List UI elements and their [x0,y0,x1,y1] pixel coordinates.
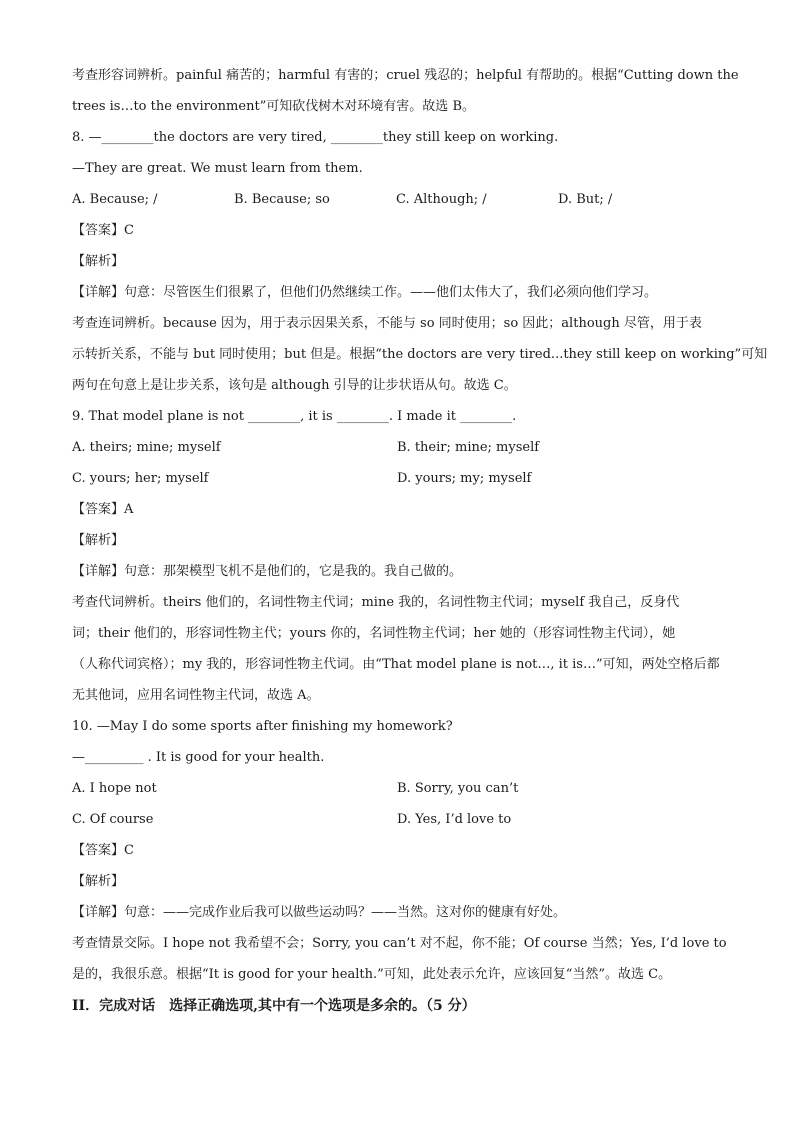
q9-detail-3: 词；their 他们的，形容词性物主代；yours 你的，名词性物主代词；her 她的（形容词性物主代词），她 [72,626,676,641]
q9-detail-1: 【详解】句意：那架模型飞机不是他们的，它是我的。我自己做的。 [72,564,463,579]
q10-answer: 【答案】C [72,843,134,858]
q8-stem: 8. —________the doctors are very tired, ________they still keep on working. [72,130,559,145]
intro-line-1: 考查形容词辨析。painful 痛苦的；harmful 有害的；cruel 残忍的；helpful 有帮助的。根据“Cutting down the [72,68,739,83]
q8-answer: 【答案】C [72,223,134,238]
q10-option-a: A. I hope not [72,781,157,796]
q9-detail-2: 考查代词辨析。theirs 他们的，名词性物主代词；mine 我的，名词性物主代词；myself 我自己，反身代 [72,595,680,610]
q10-response: —_________ . It is good for your health. [72,750,325,765]
q8-option-c: C. Although; / [396,192,487,207]
q9-options-row-2 [72,465,732,496]
q8-response: —They are great. We must learn from them. [72,161,363,176]
q10-analysis-tag: 【解析】 [72,874,125,889]
q10-option-c: C. Of course [72,812,154,827]
q9-detail-4: （人称代词宾格）；my 我的，形容词性物主代词。由“That model plane is not…, it is…”可知，两处空格后都 [72,657,720,672]
q8-detail-3: 示转折关系，不能与 but 同时使用；but 但是。根据“the doctors are very tired...they still keep on working”可知 [72,347,768,362]
q10-option-b: B. Sorry, you can’t [397,781,519,796]
q10-options-row-2 [72,806,732,837]
document-page [72,62,768,1022]
q10-detail-1: 【详解】句意：——完成作业后我可以做些运动吗？——当然。这对你的健康有好处。 [72,905,567,920]
q9-stem: 9. That model plane is not ________, it is ________. I made it ________. [72,409,517,424]
q9-options-row-1 [72,434,732,465]
q10-options-row-1 [72,775,732,806]
q9-analysis-tag: 【解析】 [72,533,125,548]
section-title: II．完成对话 选择正确选项,其中有一个选项是多余的。（5 分） [72,998,476,1014]
q9-detail-5: 无其他词，应用名词性物主代词，故选 A。 [72,688,320,703]
q8-options [72,186,732,217]
q9-option-a: A. theirs; mine; myself [72,440,221,455]
q8-detail-2: 考查连词辨析。because 因为，用于表示因果关系，不能与 so 同时使用；so 因此；although 尽管，用于表 [72,316,702,331]
q10-detail-3: 是的，我很乐意。根据“It is good for your health.”可知，此处表示允许，应该回复“当然”。故选 C。 [72,967,672,982]
q9-option-c: C. yours; her; myself [72,471,209,486]
q10-detail-2: 考查情景交际。I hope not 我希望不会；Sorry, you can’t 对不起，你不能；Of course 当然；Yes, I’d love to [72,936,727,951]
q9-option-b: B. their; mine; myself [397,440,540,455]
q8-detail-1: 【详解】句意：尽管医生们很累了，但他们仍然继续工作。——他们太伟大了，我们必须向他们学习。 [72,285,658,300]
q8-analysis-tag: 【解析】 [72,254,125,269]
q10-stem: 10. —May I do some sports after finishing my homework? [72,719,453,734]
q9-option-d: D. yours; my; myself [397,471,532,486]
q9-answer: 【答案】A [72,502,134,517]
q8-option-a: A. Because; / [72,192,158,207]
intro-line-2: trees is…to the environment”可知砍伐树木对环境有害。故选 B。 [72,99,475,114]
q10-option-d: D. Yes, I’d love to [397,812,512,827]
q8-option-d: D. But; / [558,192,613,207]
q8-detail-4: 两句在句意上是让步关系，该句是 although 引导的让步状语从句。故选 C。 [72,378,517,393]
q8-option-b: B. Because; so [234,192,330,207]
